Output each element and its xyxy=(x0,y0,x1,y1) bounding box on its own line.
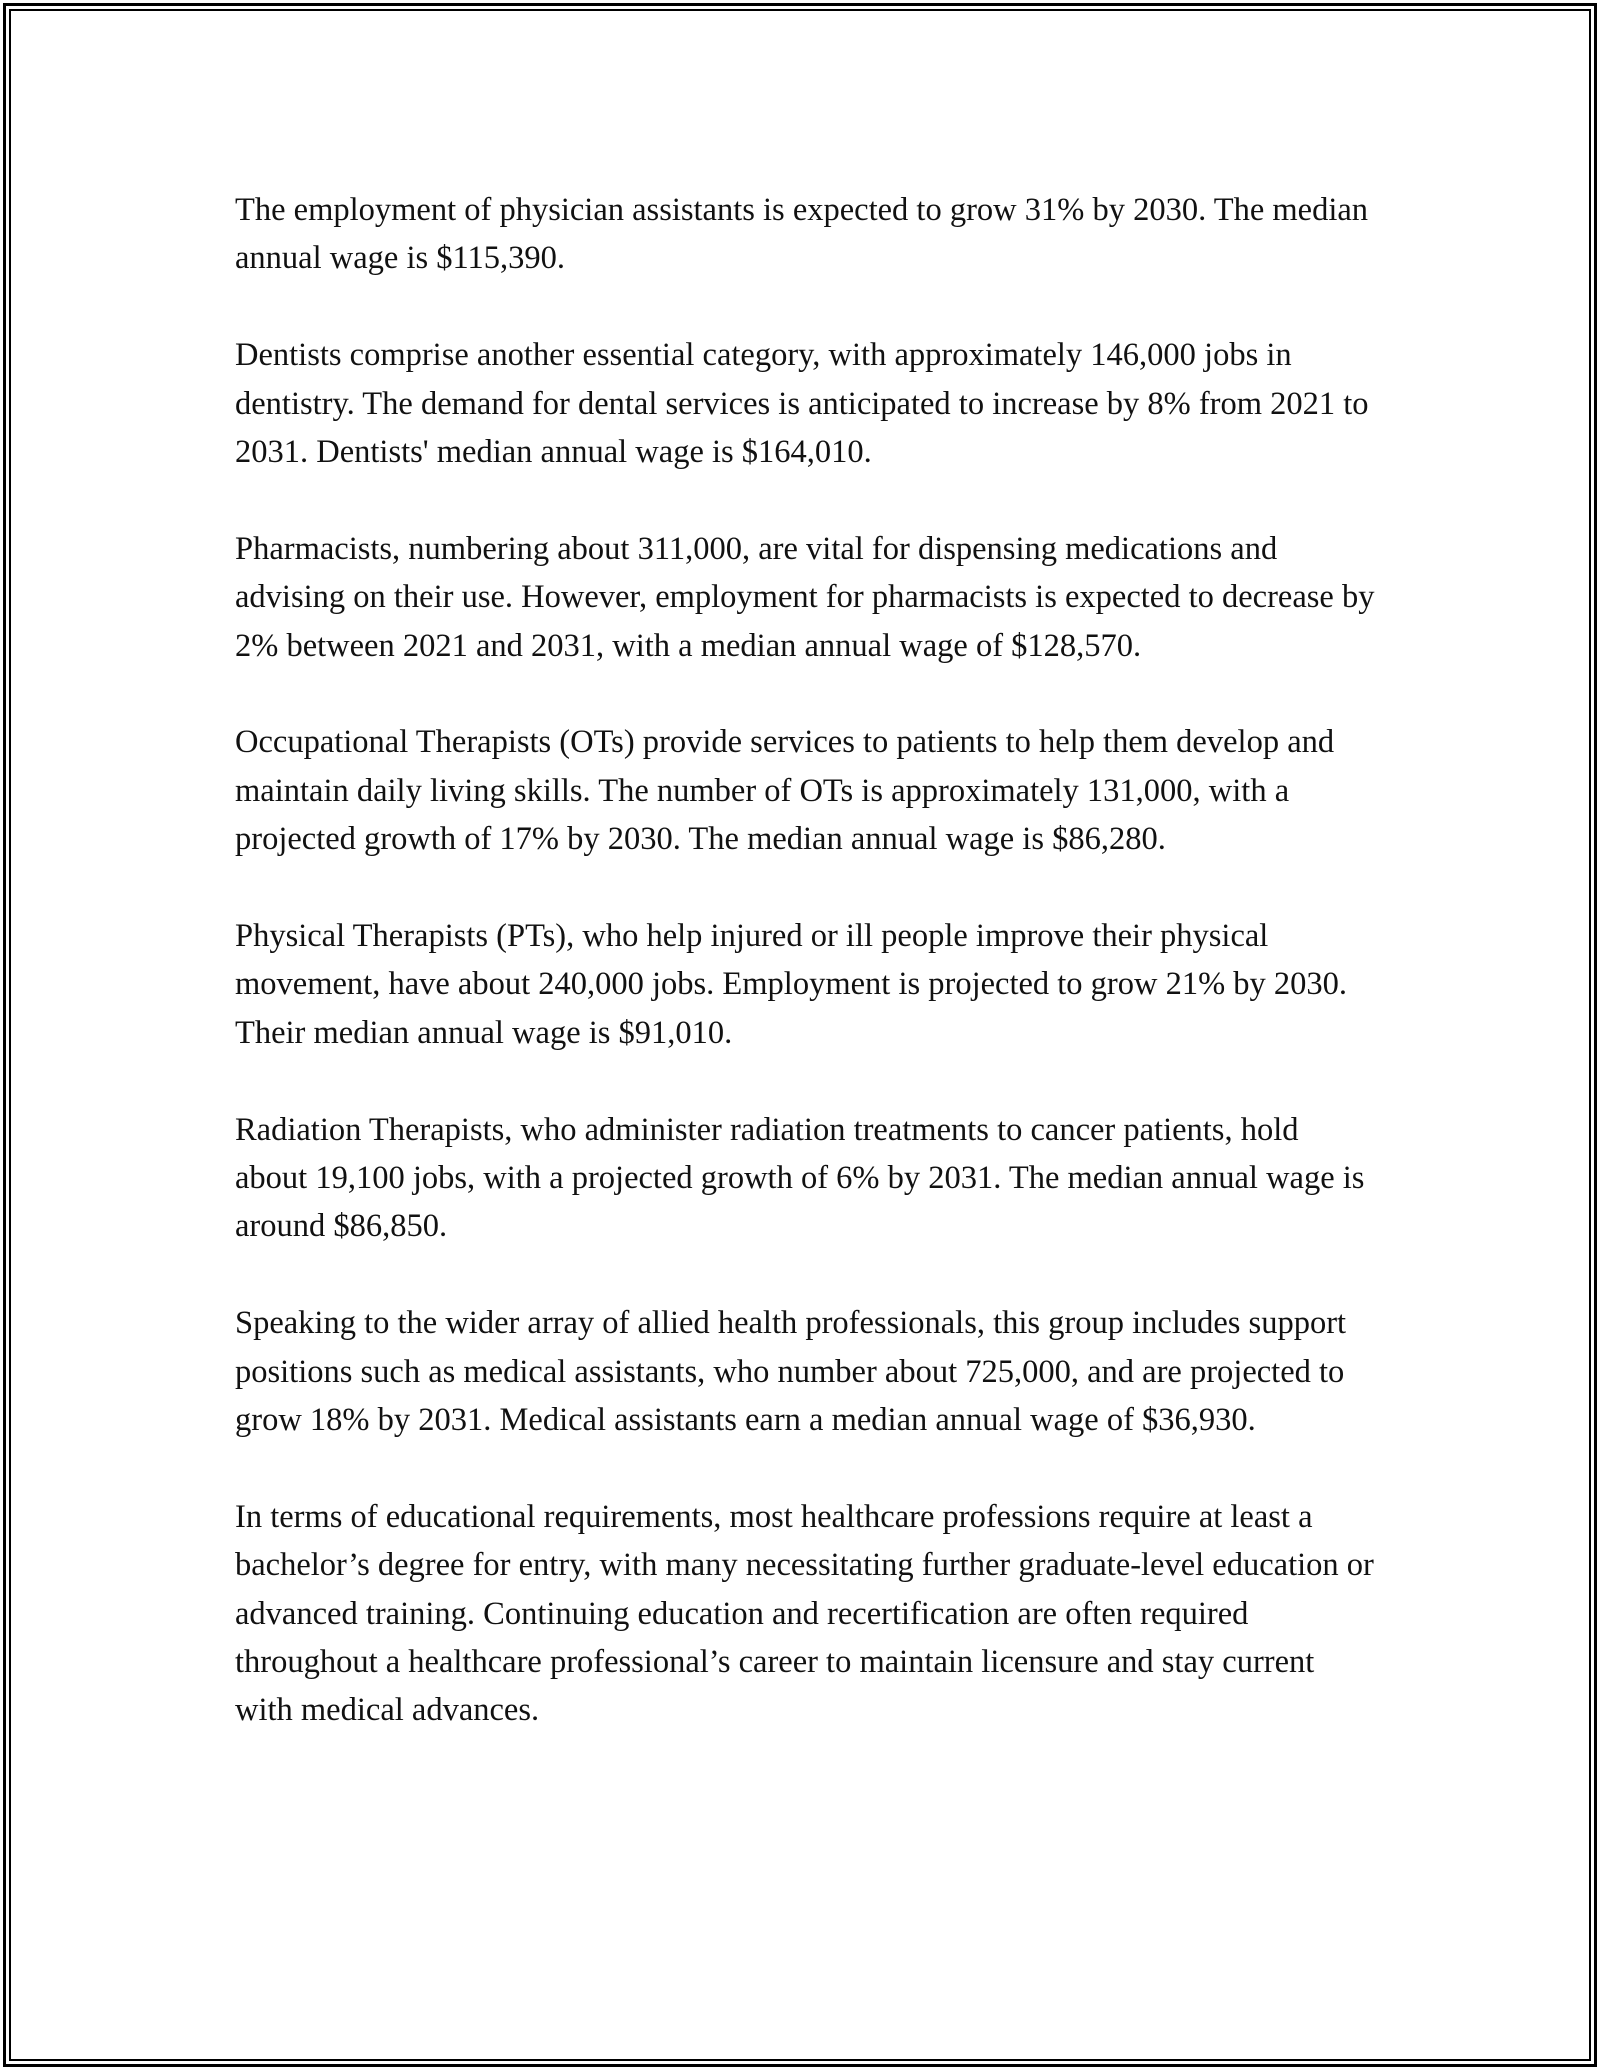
paragraph-pharmacists: Pharmacists, numbering about 311,000, are vital for dispensing medications and advising on their use. However, employment for pharmacists is expected to decrease by 2% between 2021 and 2031, with a median annual wage of $128,570. xyxy=(235,530,1375,664)
paragraph-occupational-therapists: Occupational Therapists (OTs) provide services to patients to help them develop and maintain daily living skills. The number of OTs is approximately 131,000, with a projected growth of 17% by 2030. The median annual wage is $86,280. xyxy=(235,724,1335,858)
paragraph-physician-assistants: The employment of physician assistants is expected to grow 31% by 2030. The median annual wage is $115,390. xyxy=(235,192,1369,277)
paragraph-radiation-therapists: Radiation Therapists, who administer radiation treatments to cancer patients, hold about 19,100 jobs, with a projected growth of 6% by 2031. The median annual wage is around $86,850. xyxy=(235,1111,1365,1245)
paragraph-dentists: Dentists comprise another essential category, with approximately 146,000 jobs in dentistry. The demand for dental services is anticipated to increase by 8% from 2021 to 2031. Dentists' median annual wage is $164,010. xyxy=(235,337,1369,471)
paragraph-physical-therapists: Physical Therapists (PTs), who help injured or ill people improve their physical movement, have about 240,000 jobs. Employment is projected to grow 21% by 2030. Their median annual wage is $91,010. xyxy=(235,918,1348,1051)
paragraph-educational-requirements: In terms of educational requirements, most healthcare professions require at least a bachelor’s degree for entry, with many necessitating further graduate-level education or advanced training. Continuing education and recertification are often required throughout a healthcare professional’s career to maintain licensure and stay current with medical advances. xyxy=(235,1498,1374,1729)
paragraph-allied-health: Speaking to the wider array of allied health professionals, this group includes support positions such as medical assistants, who number about 725,000, and are projected to grow 18% by 2031. Medical assistants earn a median annual wage of $36,930. xyxy=(235,1305,1347,1439)
document-body xyxy=(235,186,1375,1783)
